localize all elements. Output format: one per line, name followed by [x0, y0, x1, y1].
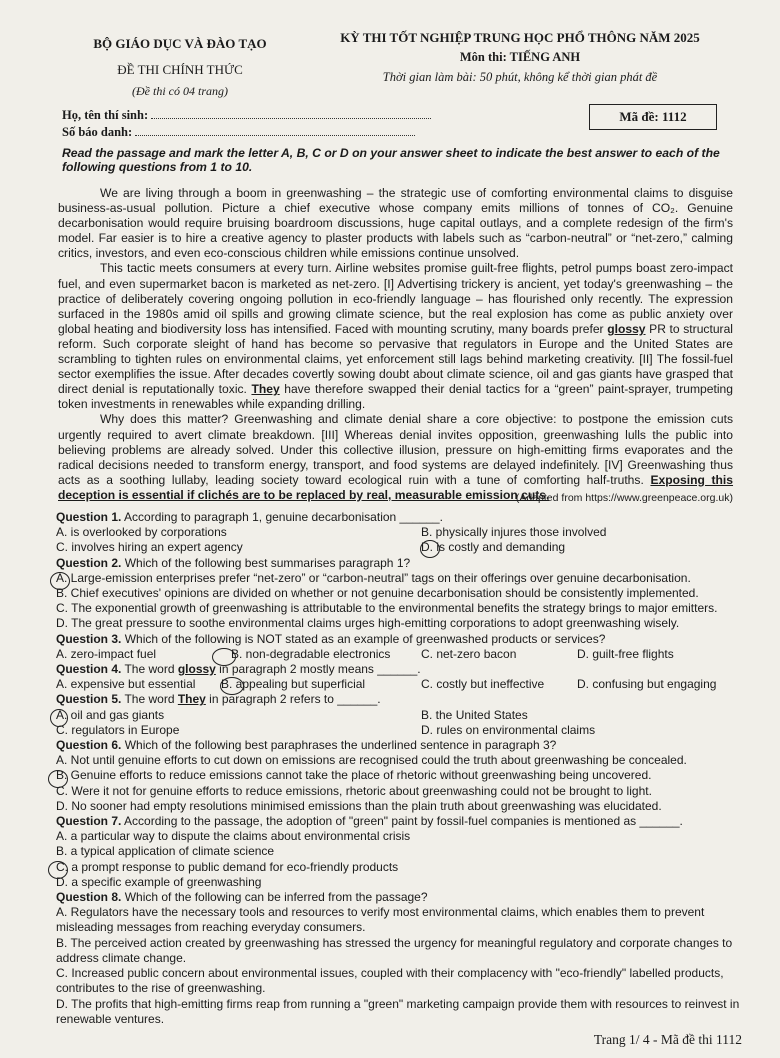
q8-option-d[interactable]: D. The profits that high-emitting firms reap from running a "green" marketing campaign provide them with resources to reinvest in renewable ventures.	[56, 996, 740, 1026]
question-1: Question 1. According to paragraph 1, genuine decarbonisation ______.	[56, 510, 443, 524]
word-glossy: glossy	[607, 321, 646, 336]
q7-option-c[interactable]: C. a prompt response to public demand for eco-friendly products	[56, 859, 399, 874]
answer-circle-q3	[212, 648, 236, 666]
q3-option-c[interactable]: C. net-zero bacon	[421, 646, 517, 661]
q2-option-c[interactable]: C. The exponential growth of greenwashing is attributable to the environmental benefits the strategy brings to major emitters.	[56, 601, 718, 616]
page-footer: Trang 1/ 4 - Mã đề thi 1112	[593, 1032, 742, 1047]
q4-option-b[interactable]: B. appealing but superficial	[221, 677, 366, 692]
answer-circle-q1	[420, 540, 440, 558]
header-right	[300, 30, 740, 85]
q6-option-d[interactable]: D. No sooner had empty resolutions minimised emissions than the plain truth about greenwashing was elucidated.	[56, 798, 662, 813]
candidate-id-field[interactable]	[135, 125, 415, 136]
official-label: ĐỀ THI CHÍNH THỨC	[117, 62, 243, 77]
answer-circle-q7	[48, 861, 68, 879]
paragraph-2: This tactic meets consumers at every turn. Airline websites promise guilt-free flights, petrol pumps boast zero-impact fuel, and even supermarket bacon is marketed as net-zero. [I] Advertising trickery is ancient, yet today's greenwashing – the practice of deliberately covering ongoing pollution in eco-friendly language – has flourished only recently. The expression surfaced in the 1980s amid oil spills and growing climate science, but the real explosion has come as public anxiety over global heating and biodiversity loss has intensified. Faced with mounting scrutiny, many boards prefer glossy PR to structural reform. Such corporate sleight of hand has become so pervasive that regulators in Europe and the United States are scrambling to tighten rules on environmental claims, yet enforcement still lags behind marketing creativity. [II] The fossil-fuel sector exemplifies the issue. After decades covertly sowing doubt about climate science, oil and gas giants have grasped that direct denial is reputationally toxic. They have therefore swapped their denial tactics for a “green” paint-sprayer, trumpeting token investments in renewables while expanding drilling.	[58, 261, 733, 412]
question-5: Question 5. The word They in paragraph 2 refers to ______.	[56, 692, 381, 707]
question-4: Question 4. The word glossy in paragraph 2 mostly means ______.	[56, 662, 421, 677]
exam-title: KỲ THI TỐT NGHIỆP TRUNG HỌC PHỔ THÔNG NĂM 2025	[340, 30, 700, 45]
question-3: Question 3. Which of the following is NOT stated as an example of greenwashed products or services?	[56, 631, 606, 646]
candidate-id-row	[62, 125, 415, 140]
q8-option-c[interactable]: C. Increased public concern about environmental issues, coupled with their complacency with "eco-friendly" labelled products, contributes to the rise of greenwashing.	[56, 966, 724, 996]
q6-option-c[interactable]: C. Were it not for genuine efforts to reduce emissions, rhetoric about greenwashing could not be brought to light.	[56, 783, 652, 798]
q7-option-d[interactable]: D. a specific example of greenwashing	[56, 874, 262, 889]
q3-option-b[interactable]: B. non-degradable electronics	[231, 646, 391, 661]
q2-option-a[interactable]: A. Large-emission enterprises prefer “net-zero” or “carbon-neutral” tags on their offerings over genuine decarbonisation.	[56, 570, 691, 585]
instruction: Read the passage and mark the letter A, B, C or D on your answer sheet to indicate the best answer to each of the following questions from 1 to 10.	[62, 146, 720, 174]
answer-circle-q2	[50, 572, 70, 590]
q2-option-d[interactable]: D. The great pressure to soothe environmental claims urges high-emitting corporations to adopt greenwashing wisely.	[56, 616, 680, 631]
underlined-sentence: Exposing this deception is essential if clichés are to be replaced by real, measurable emission cuts.	[58, 472, 734, 502]
time-label: Thời gian làm bài: 50 phút, không kể thời gian phát đề	[382, 70, 658, 84]
reading-passage	[58, 186, 733, 503]
header-left	[60, 36, 300, 99]
candidate-id-label: Số báo danh:	[62, 125, 133, 139]
q8-option-b[interactable]: B. The perceived action created by greenwashing has stressed the urgency for meaningful regulatory and corporate changes to address climate change.	[56, 935, 733, 965]
exam-code-box: Mã đề: 1112	[589, 104, 717, 130]
ministry-name: BỘ GIÁO DỤC VÀ ĐÀO TẠO	[93, 36, 267, 51]
questions	[56, 510, 746, 1027]
candidate-name-field[interactable]	[151, 108, 431, 119]
q5-option-a[interactable]: A. oil and gas giants	[56, 707, 165, 722]
q4-option-c[interactable]: C. costly but ineffective	[421, 677, 545, 692]
q5-option-d[interactable]: D. rules on environmental claims	[421, 722, 596, 737]
question-2: Question 2. Which of the following best summarises paragraph 1?	[56, 555, 411, 570]
q1-option-b[interactable]: B. physically injures those involved	[421, 525, 607, 540]
pages-note: (Đề thi có 04 trang)	[132, 84, 228, 98]
q3-option-a[interactable]: A. zero-impact fuel	[56, 646, 157, 661]
question-6: Question 6. Which of the following best paraphrases the underlined sentence in paragraph 3?	[56, 738, 557, 753]
q5-option-c[interactable]: C. regulators in Europe	[56, 722, 180, 737]
q6-option-b[interactable]: B. Genuine efforts to reduce emissions cannot take the place of rhetoric without greenwashing being uncovered.	[56, 768, 652, 783]
word-they: They	[251, 382, 280, 397]
q3-option-d[interactable]: D. guilt-free flights	[577, 646, 674, 661]
q7-option-a[interactable]: A. a particular way to dispute the claims about environmental crisis	[56, 829, 411, 844]
q1-option-c[interactable]: C. involves hiring an expert agency	[56, 540, 243, 555]
q2-option-b[interactable]: B. Chief executives' opinions are divided on whether or not genuine decarbonisation should be consistently implemented.	[56, 586, 699, 601]
paragraph-1: We are living through a boom in greenwashing – the strategic use of comforting environmental claims to disguise business-as-usual pollution. Picture a chief executive whose company emits millions of tonnes of CO₂. Genuine decarbonisation would require bruising boardroom discussions, huge capital outlays, and a complete redesign of the firm's model. Far easier is to hire a creative agency to plaster products with labels such as “carbon-neutral” or “net-zero,” calming critics, investors, and even eco-conscious children while emissions continue unsolved.	[58, 186, 733, 261]
q8-option-a[interactable]: A. Regulators have the necessary tools and resources to verify most environmental claims, which enables them to prevent misleading messages from reaching everyday consumers.	[56, 905, 705, 935]
q4-option-d[interactable]: D. confusing but engaging	[577, 677, 717, 692]
candidate-name-row	[62, 108, 431, 123]
subject-label: Môn thi: TIẾNG ANH	[459, 50, 581, 64]
candidate-name-label: Họ, tên thí sinh:	[62, 108, 149, 122]
q7-option-b[interactable]: B. a typical application of climate science	[56, 844, 275, 859]
paragraph-3: Why does this matter? Greenwashing and climate denial share a core objective: to postpone the emission cuts urgently required to avert climate breakdown. [III] Whereas denial invites opposition, greenwashing lulls the public into believing problems are already solved. Under this collective illusion, pressure on high-emitting firms evaporates and the radical decisions needed to transform energy, transport, and food systems are delayed indefinitely. [IV] Greenwashing thus acts as a soothing lullaby, leading society toward ecological ruin with a tune of comforting half-truths. Exposing this deception is essential if clichés are to be replaced by real, measurable emission cuts.	[58, 412, 734, 502]
passage-source: (Adapted from https://www.greenpeace.org.uk)	[515, 492, 733, 504]
q5-option-b[interactable]: B. the United States	[421, 707, 528, 722]
q6-option-a[interactable]: A. Not until genuine efforts to cut down on emissions are recognised could the truth about greenwashing be concealed.	[56, 753, 687, 768]
question-8: Question 8. Which of the following can be inferred from the passage?	[56, 890, 428, 905]
answer-circle-q6	[48, 770, 68, 788]
q4-option-a[interactable]: A. expensive but essential	[56, 677, 196, 692]
q1-option-d[interactable]: D. is costly and demanding	[421, 540, 566, 555]
q1-option-a[interactable]: A. is overlooked by corporations	[56, 525, 227, 540]
question-7: Question 7. According to the passage, the adoption of "green" paint by fossil-fuel companies is mentioned as ______.	[56, 814, 683, 829]
answer-circle-q5	[50, 709, 68, 727]
answer-circle-q4	[220, 677, 244, 695]
